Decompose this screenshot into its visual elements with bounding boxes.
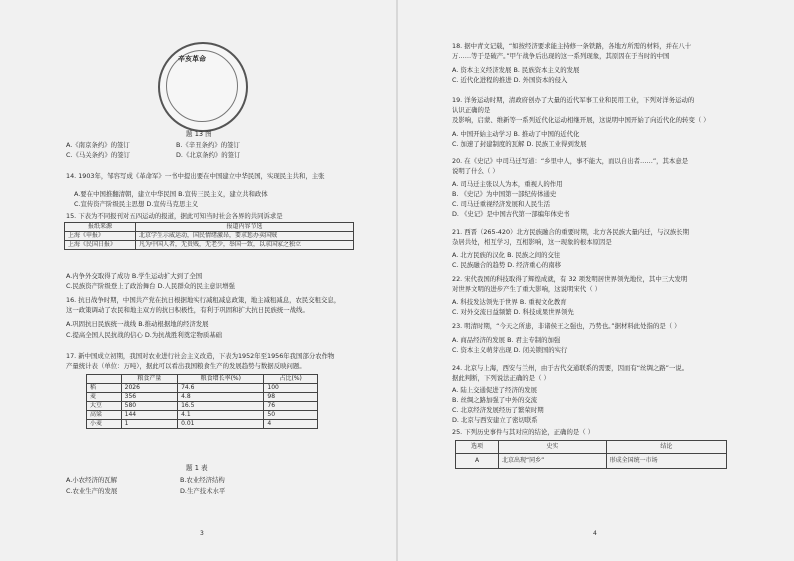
table-cell: 144 (121, 411, 177, 420)
medal-image (158, 42, 248, 132)
table-header: 结论 (606, 441, 726, 454)
table-row (87, 411, 318, 420)
q17-option-c: C.农业生产的发展 (66, 487, 118, 495)
q17-stem-2: 产量统计表（单位：万吨），据此可以看出我国粮食生产的发展趋势与数据反映问题。 (66, 362, 306, 370)
q14-stem: 14. 1903年，邹容写成《革命军》一书中提出要在中国建立中华民国，实现民主共和，主张 (66, 172, 325, 180)
table-cell: 100 (264, 384, 318, 393)
q17-option-d: D.生产技术水平 (180, 487, 226, 495)
q25-stem: 25. 下列历史事件与其对应的结论，正确的是（ ） (452, 428, 595, 436)
q23-options-ab: A. 商品经济的发展 B. 君主专制的加强 (452, 336, 561, 344)
q18-options-ab: A. 资本主义经济发展 B. 民族资本主义的发展 (452, 66, 580, 74)
table-cell: 稻 (87, 384, 122, 393)
q24-option-a: A. 陆上交通促进了经济的发展 (452, 386, 538, 394)
q23-options-cd: C. 资本主义萌芽出现 D. 闭关锁国的实行 (452, 346, 568, 354)
q16-stem-2: 这一政策调动了农民和地主双方的抗日积极性，有利于巩固和扩大抗日民族统一战线。 (66, 306, 309, 314)
q25-table (455, 440, 727, 469)
q17-stem-1: 17. 新中国成立初期，我国对农业进行社会主义改造，下表为1952年至1956年我国部分农作物 (66, 352, 335, 360)
q20-option-b: B. 《史记》为中国第一部纪传体通史 (452, 190, 557, 198)
q13-option-a: A.《南京条约》的签订 (66, 141, 130, 149)
q24-option-d: D. 北京与西安建立了密切联系 (452, 416, 538, 424)
table-cell: 4 (264, 420, 318, 429)
table-row (65, 232, 354, 241)
table-cell: 74.6 (178, 384, 264, 393)
page-number: 4 (593, 530, 597, 537)
q22-options-cd: C. 对外交流日益频繁 D. 科技成果世界领先 (452, 308, 574, 316)
q16-options-cd: C.提高全国人民抗战的信心 D.为抗战胜利奠定物质基础 (66, 331, 223, 339)
q20-option-c: C. 司马迁重视经济发展和人民生活 (452, 200, 550, 208)
table-cell: 麦 (87, 393, 122, 402)
table-cell: 形成全国统一市场 (606, 454, 726, 469)
table-cell: 高粱 (87, 411, 122, 420)
table-header: 粮食产量 (121, 375, 177, 384)
q17-option-b: B.农业经济结构 (180, 476, 225, 484)
q21-stem-2: 杂居共处，相互学习，互相影响，这一现象的根本原因是 (452, 238, 612, 246)
q19-stem-2: 认识正确的是 (452, 106, 491, 114)
table-row (87, 384, 318, 393)
q20-stem-2: 说明了什么（ ） (452, 167, 499, 175)
table-header-row (87, 375, 318, 384)
q19-stem-3: 及影响，启蒙、维新等一系列近代化运动相继开展，这说明中国开始了向近代化的转变（ ） (452, 116, 710, 124)
q23-stem: 23. 明清时期，“今天之所患，非诸侯王之强也，乃势也。”据材料此处指的是（ ） (452, 322, 681, 330)
q24-option-b: B. 丝绸之路加强了中外的交流 (452, 396, 538, 404)
q16-stem-1: 16. 抗日战争时期，中国共产党在抗日根据地实行减租减息政策，地主减租减息，农民交租交息， (66, 296, 341, 304)
q20-option-a: A. 司马迁主张以人为本，重视人的作用 (452, 180, 563, 188)
table-cell: 上海《申报》 (65, 232, 136, 241)
q13-option-b: B.《辛丑条约》的签订 (176, 141, 240, 149)
q15-table (64, 222, 354, 250)
q24-stem-2: 据此判断，下列说法正确的是（ ） (452, 374, 550, 382)
table-cell: 2026 (121, 384, 177, 393)
table-header-row (65, 223, 354, 232)
table-header: 粮食增长率(%) (178, 375, 264, 384)
table-row (87, 393, 318, 402)
q17-table (86, 374, 318, 429)
q15-options-cd: C.民族资产阶级登上了政治舞台 D.人民群众的民主意识增强 (66, 282, 235, 290)
table-header: 占比(%) (264, 375, 318, 384)
table-cell: 凡为中国人者，无贵贱，无老少，举国一致，以求国家之独立 (135, 241, 353, 250)
q19-options-ab: A. 中国开始主动学习 B. 推动了中国的近代化 (452, 130, 580, 138)
q22-options-ab: A. 科技发达领先于世界 B. 重视文化教育 (452, 298, 567, 306)
q14-options-cd: C.宣传资产阶级民主思想 D.宣传马克思主义 (74, 200, 199, 208)
q18-options-cd: C. 近代化进程的推进 D. 外国资本的侵入 (452, 76, 568, 84)
table-header-row (456, 441, 727, 454)
q21-options-ab: A. 北方民族的汉化 B. 民族之间的交往 (452, 251, 561, 259)
q13-option-d: D.《北京条约》的签订 (176, 151, 241, 159)
right-page (397, 0, 794, 561)
figure-caption: 题 13 图 (186, 130, 212, 138)
table-row (87, 402, 318, 411)
page-number: 3 (200, 530, 204, 537)
table-header (87, 375, 122, 384)
table-header: 史实 (499, 441, 607, 454)
table-cell: 1 (121, 420, 177, 429)
q21-options-cd: C. 民族融合的趋势 D. 经济重心的南移 (452, 261, 562, 269)
table-cell: 4.1 (178, 411, 264, 420)
q24-stem-1: 24. 北京与上海，西安与兰州，由于古代交通联系的需要，因而有“丝绸之路”一说。 (452, 364, 689, 372)
q18-stem-1: 18. 据中青文记载，“如按经济要求能主持修一条铁路，各地方所需的材料，并在八十 (452, 42, 692, 50)
q19-options-cd: C. 加速了封建制度的瓦解 D. 民族工业得到发展 (452, 140, 587, 148)
table-caption: 题 1 表 (186, 464, 208, 472)
q17-option-a: A.小农经济的瓦解 (66, 476, 118, 484)
q16-options-ab: A.巩固抗日民族统一战线 B.推动根据地的经济发展 (66, 320, 209, 328)
table-row (65, 241, 354, 250)
table-cell: 4.8 (178, 393, 264, 402)
table-header: 选项 (456, 441, 499, 454)
q21-stem-1: 21. 西晋（265-420）北方民族融合的重要时期，北方各民族大量内迁，与汉族长期 (452, 228, 690, 236)
table-cell: 0.01 (178, 420, 264, 429)
q20-stem-1: 20. 在《史记》中司马迁写道：“乡里中人，事不能大，而以自出者……”，其本意是 (452, 157, 689, 165)
table-cell: 大豆 (87, 402, 122, 411)
table-cell: 580 (121, 402, 177, 411)
table-cell: 98 (264, 393, 318, 402)
q22-stem-2: 对世界文明的进步产生了重大影响，这说明宋代（ ） (452, 285, 602, 293)
q22-stem-1: 22. 宋代我国的科技取得了辉煌成就，有 32 项发明居世界领先地位，其中三大发明 (452, 275, 688, 283)
q20-option-d: D. 《史记》是中国古代第一部编年体史书 (452, 210, 570, 218)
q14-options-ab: A.要在中国推翻清朝，建立中华民国 B.宣传三民主义，建立共和政体 (74, 190, 268, 198)
table-cell: 上海《民国日报》 (65, 241, 136, 250)
table-cell: 50 (264, 411, 318, 420)
table-row (87, 420, 318, 429)
table-cell: 北京学生示威运动，国民情绪激昂，要求惩办卖国贼 (135, 232, 353, 241)
table-row (456, 454, 727, 469)
table-cell: 北京出现“同乡” (499, 454, 607, 469)
table-cell: 小麦 (87, 420, 122, 429)
q15-stem: 15. 下表为不同报刊对五四运动的报道，据此可知当时社会各界的共同诉求是 (66, 212, 283, 220)
table-header: 报道内容节选 (135, 223, 353, 232)
q15-options-ab: A.内争外交取得了成功 B.学生运动扩大到了全国 (66, 272, 203, 280)
q19-stem-1: 19. 洋务运动时期，清政府创办了大量的近代军事工业和民用工业，下列对洋务运动的 (452, 96, 695, 104)
table-cell: 356 (121, 393, 177, 402)
q18-stem-2: 万……等于是破产。”甲午战争后出现的这一系列现象，其原因在于当时的中国 (452, 52, 670, 60)
table-header: 报纸来源 (65, 223, 136, 232)
table-cell: 76 (264, 402, 318, 411)
table-cell: 16.5 (178, 402, 264, 411)
q13-option-c: C.《马关条约》的签订 (66, 151, 131, 159)
table-cell: A (456, 454, 499, 469)
medal-inscription: 辛亥革命 (178, 55, 206, 63)
q24-option-c: C. 北京经济发展经历了繁荣时期 (452, 406, 544, 414)
